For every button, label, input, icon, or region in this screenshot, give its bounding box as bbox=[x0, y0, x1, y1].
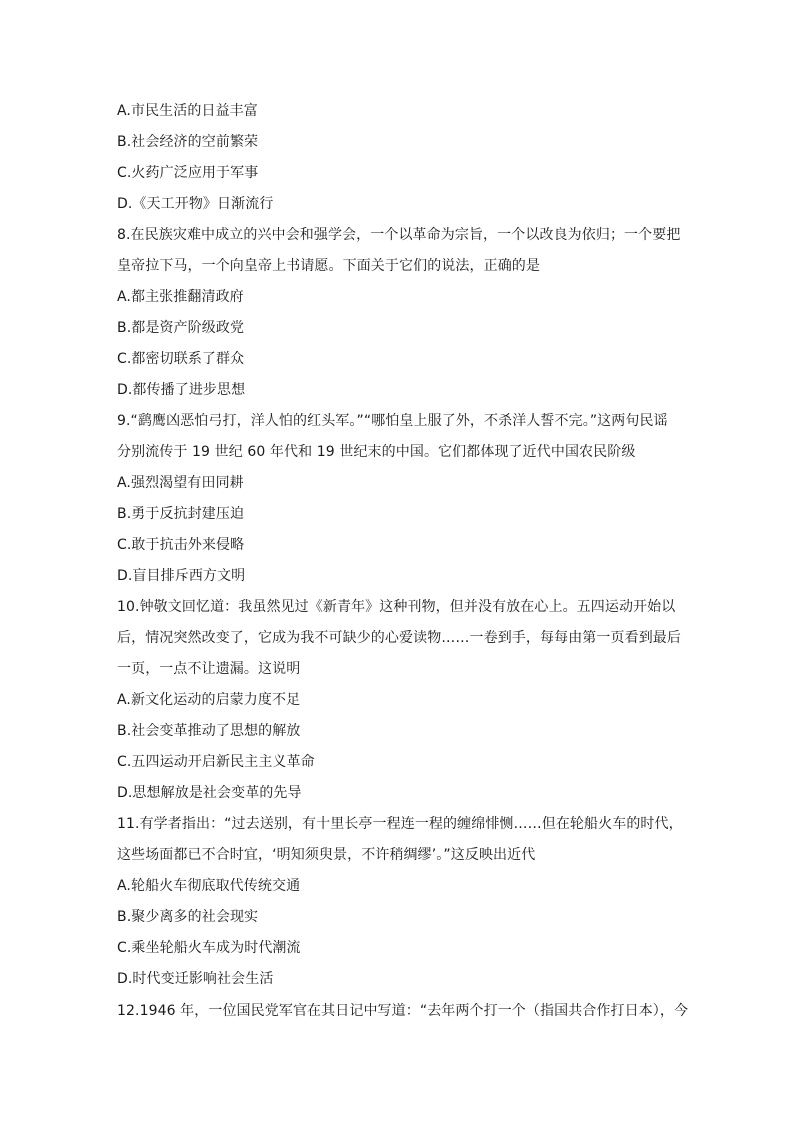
option-line: A.市民生活的日益丰富 bbox=[117, 103, 258, 119]
question-10-stem-line: 一页，一点不让遗漏。这说明 bbox=[117, 661, 301, 677]
option-line: B.都是资产阶级政党 bbox=[117, 320, 245, 336]
option-line: C.火药广泛应用于军事 bbox=[117, 165, 259, 181]
option-line: C.敢于抗击外来侵略 bbox=[117, 537, 245, 553]
question-8-stem-line: 8.在民族灾难中成立的兴中会和强学会，一个以革命为宗旨，一个以改良为依归；一个要把 bbox=[117, 227, 681, 243]
option-line: B.社会经济的空前繁荣 bbox=[117, 134, 259, 150]
option-line: D.思想解放是社会变革的先导 bbox=[117, 785, 302, 801]
question-9-stem-line: 分别流传于 19 世纪 60 年代和 19 世纪末的中国。它们都体现了近代中国农民阶级 bbox=[117, 444, 636, 460]
question-8-stem-line: 皇帝拉下马，一个向皇帝上书请愿。下面关于它们的说法，正确的是 bbox=[117, 258, 540, 274]
option-line: A.都主张推翻清政府 bbox=[117, 289, 244, 305]
option-line: A.新文化运动的启蒙力度不足 bbox=[117, 692, 301, 708]
option-line: D.都传播了进步思想 bbox=[117, 382, 246, 398]
option-line: B.勇于反抗封建压迫 bbox=[117, 506, 245, 522]
option-line: A.强烈渴望有田同耕 bbox=[117, 475, 244, 491]
question-11-stem-line: 这些场面都已不合时宜，‘明知须臾景，不许稍绸缪’。”这反映出近代 bbox=[117, 847, 536, 863]
question-12-stem-line: 12.1946 年，一位国民党军官在其日记中写道：“去年两个打一个（指国共合作打日本），今 bbox=[117, 1003, 689, 1019]
option-line: C.乘坐轮船火车成为时代潮流 bbox=[117, 940, 301, 956]
option-line: C.五四运动开启新民主主义革命 bbox=[117, 754, 315, 770]
option-line: A.轮船火车彻底取代传统交通 bbox=[117, 878, 301, 894]
option-line: D.盲目排斥西方文明 bbox=[117, 568, 246, 584]
option-line: D.时代变迁影响社会生活 bbox=[117, 971, 274, 987]
question-10-stem-line: 后，情况突然改变了，它成为我不可缺少的心爱读物……一卷到手，每每由第一页看到最后 bbox=[117, 630, 681, 646]
option-line: D.《天工开物》日渐流行 bbox=[117, 196, 274, 212]
question-10-stem-line: 10.钟敬文回忆道：我虽然见过《新青年》这种刊物，但并没有放在心上。五四运动开始以 bbox=[117, 599, 676, 615]
option-line: B.社会变革推动了思想的解放 bbox=[117, 723, 301, 739]
question-11-stem-line: 11.有学者指出：“过去送别，有十里长亭一程连一程的缠绵悱恻……但在轮船火车的时代， bbox=[117, 816, 683, 832]
option-line: B.聚少离多的社会现实 bbox=[117, 909, 259, 925]
question-9-stem-line: 9.“鹞鹰凶恶怕弓打，洋人怕的红头军。”“哪怕皇上服了外，不杀洋人誓不完。”这两句民谣 bbox=[117, 413, 668, 429]
option-line: C.都密切联系了群众 bbox=[117, 351, 245, 367]
